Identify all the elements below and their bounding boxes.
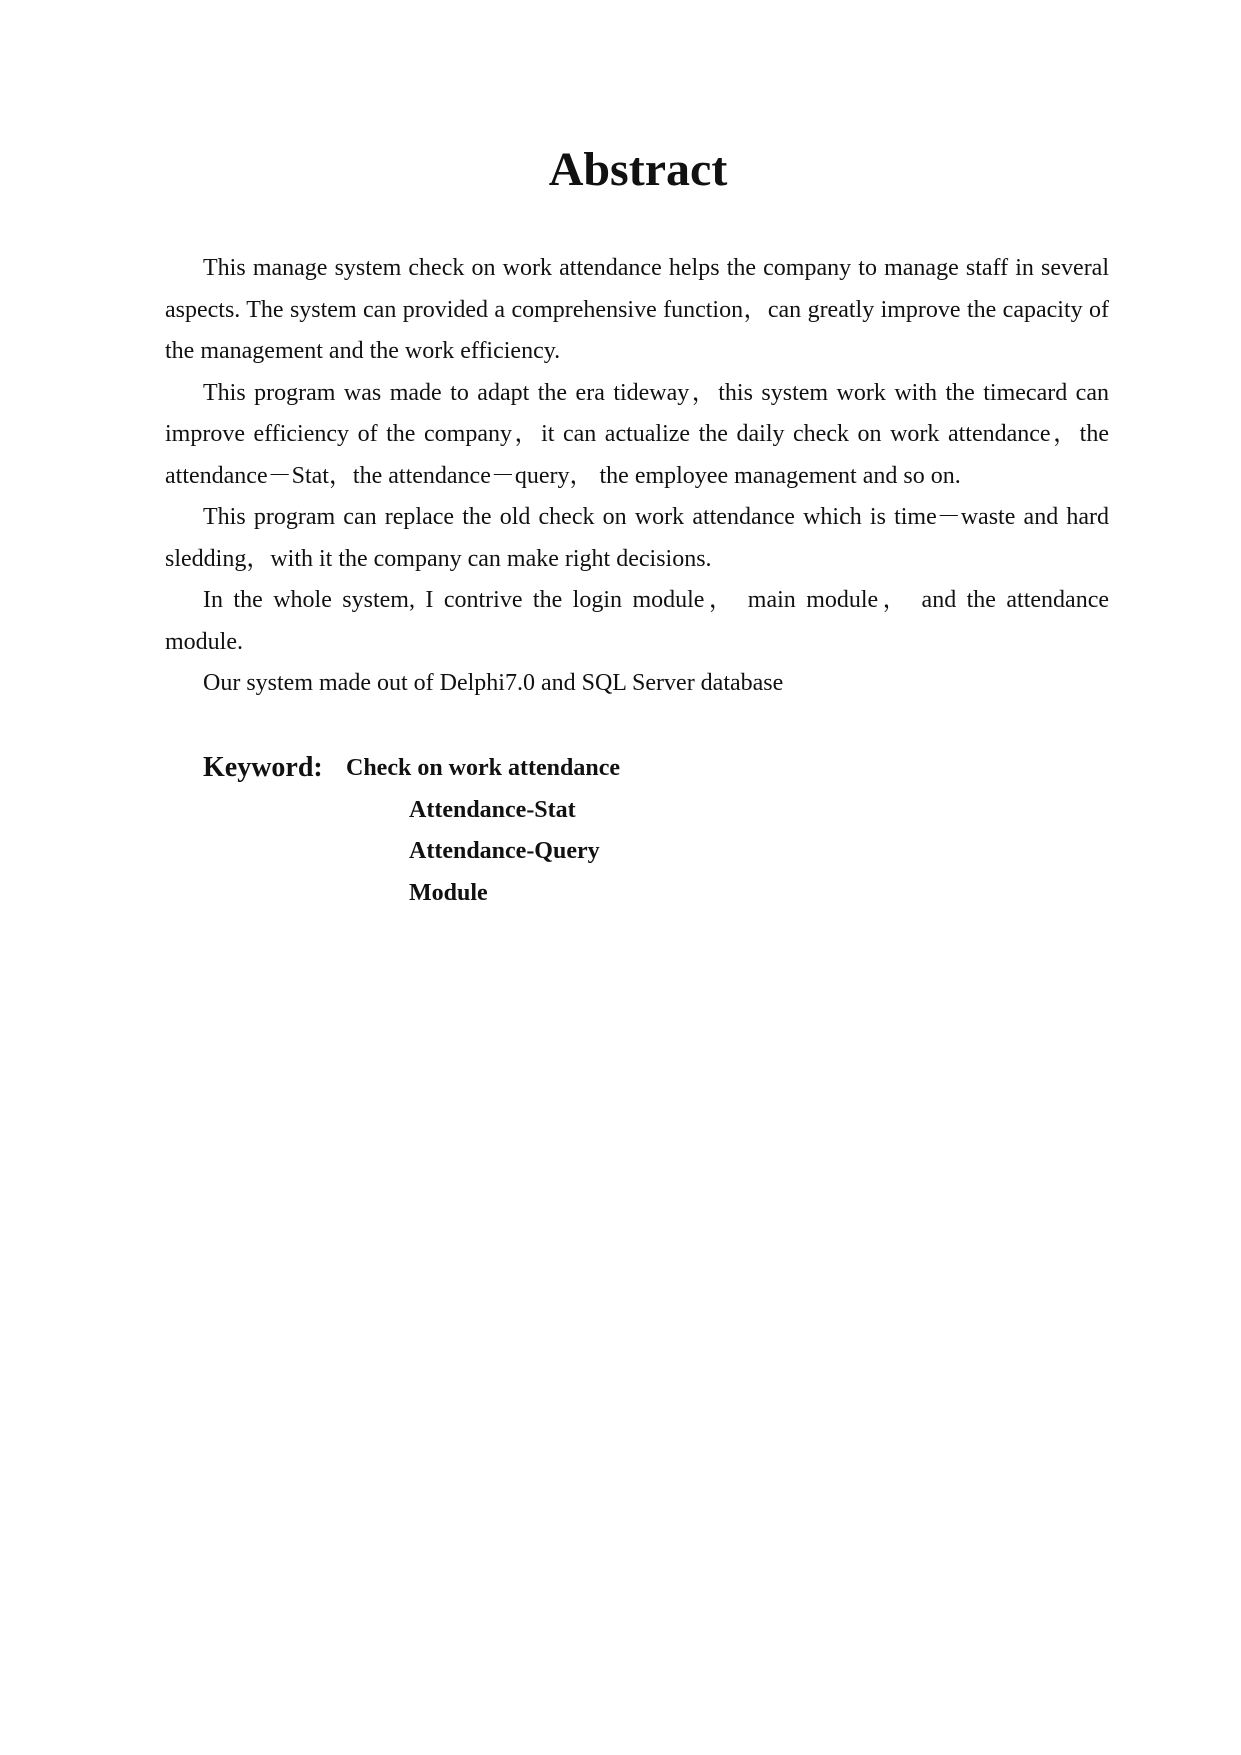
paragraph-2: This program was made to adapt the era tideway，this system work with the timecard can improve efficiency of the company，it can actualize the daily check on work attendance，the attendance－Stat，the attendance－query， the employee management and so on. — [165, 379, 1109, 489]
keywords-list — [346, 748, 620, 914]
keyword-item: Module — [409, 879, 488, 906]
paragraph-1: This manage system check on work attendance helps the company to manage staff in several aspects. The system can provided a comprehensive function，can greatly improve the capacity of the management and the work efficiency. — [165, 255, 1109, 364]
keyword-item: Attendance-Stat — [409, 796, 576, 823]
paragraph-4: In the whole system, I contrive the login module， main module， and the attendance module. — [165, 587, 1109, 655]
keyword-item: Check on work attendance — [346, 755, 620, 781]
paragraph-5: Our system made out of Delphi7.0 and SQL Server database — [203, 670, 784, 696]
page-title: Abstract — [548, 143, 728, 196]
keywords-label: Keyword: — [203, 752, 323, 783]
keyword-item: Attendance-Query — [409, 838, 600, 864]
abstract-body — [165, 248, 1109, 705]
paragraph-3: This program can replace the old check on work attendance which is time－waste and hard sledding，with it the company can make right decisions. — [165, 504, 1109, 572]
